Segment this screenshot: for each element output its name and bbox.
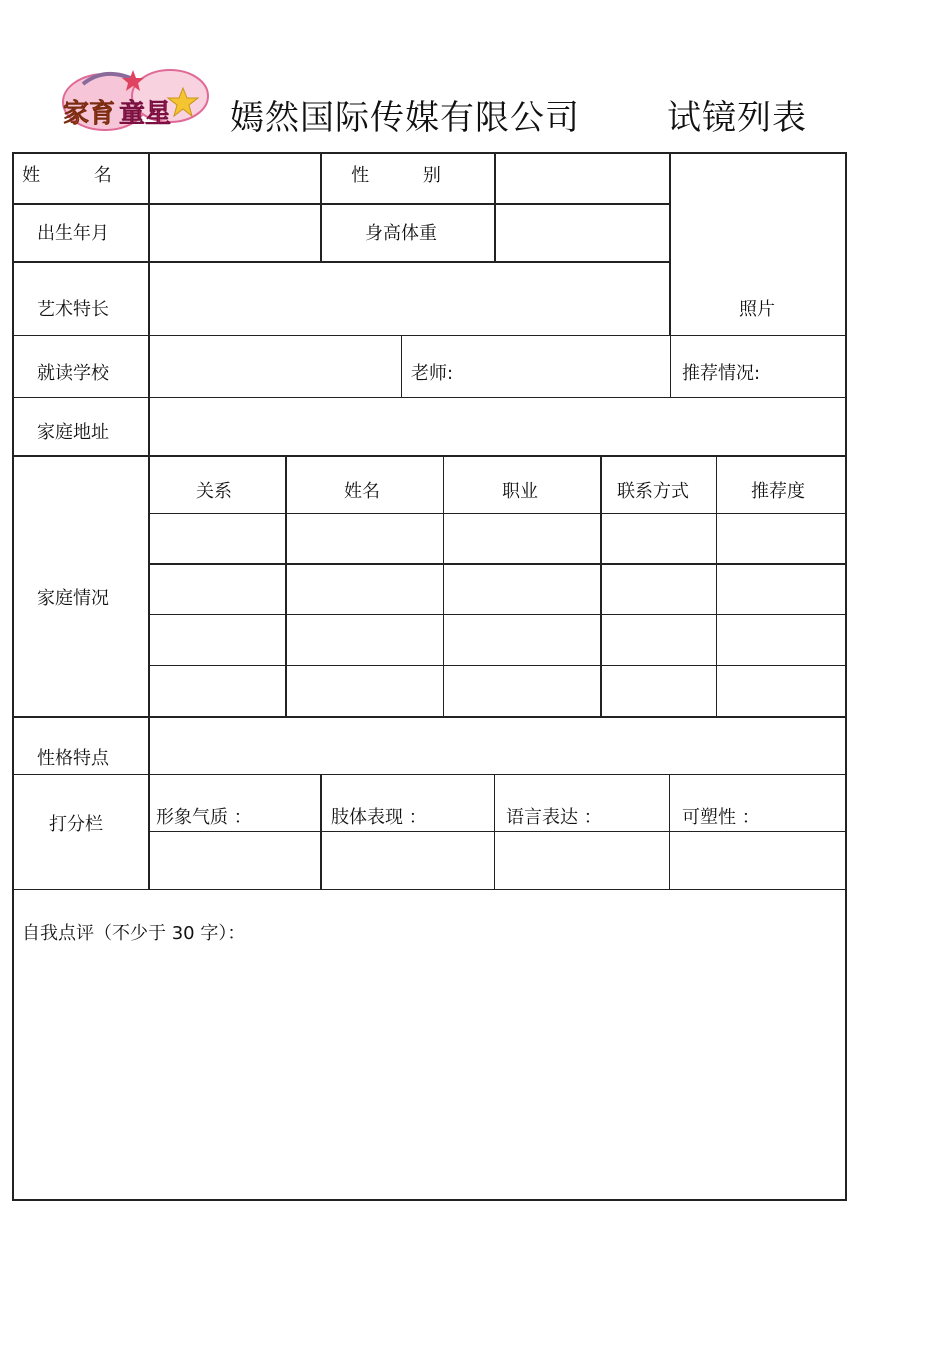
row-divider	[12, 203, 671, 205]
address-field[interactable]	[151, 399, 844, 454]
row-divider	[12, 774, 847, 775]
score-image-field[interactable]	[151, 833, 319, 888]
gender-label: 性 别	[351, 165, 465, 186]
row-divider	[148, 513, 847, 514]
score-body: 肢体表现 ：	[331, 807, 427, 828]
height-weight-field[interactable]	[497, 206, 668, 260]
talent-label: 艺术特长	[37, 299, 109, 320]
row-divider	[148, 614, 847, 615]
address-label: 家庭地址	[37, 422, 109, 443]
divider	[320, 774, 322, 890]
divider	[401, 335, 402, 398]
divider	[600, 455, 602, 717]
row-divider	[12, 889, 847, 890]
form-top-border	[12, 152, 847, 154]
self-comment-field[interactable]	[15, 952, 844, 1197]
document-title: 试镜列表	[667, 98, 807, 138]
self-comment-label: 自我点评（不少于 30 字）：	[22, 923, 246, 944]
divider	[320, 152, 322, 262]
svg-text:家育: 家育	[63, 99, 116, 129]
photo-field[interactable]	[672, 155, 844, 334]
form-right-border	[845, 152, 847, 1201]
form-left-border	[12, 152, 14, 1201]
score-body-field[interactable]	[323, 833, 493, 888]
score-plasticity-field[interactable]	[671, 833, 844, 888]
company-logo	[55, 62, 215, 140]
birth-field[interactable]	[151, 206, 319, 260]
photo-label: 照片	[739, 299, 775, 320]
divider	[285, 455, 287, 717]
family-col-contact: 联系方式	[617, 481, 689, 502]
school-label: 就读学校	[37, 363, 109, 384]
row-divider	[12, 261, 671, 263]
family-col-relation: 关系	[196, 481, 232, 502]
row-divider	[12, 397, 847, 398]
divider	[443, 455, 444, 717]
height-weight-label: 身高体重	[365, 223, 437, 244]
score-label: 打分栏	[49, 814, 103, 835]
family-col-occupation: 职业	[502, 481, 538, 502]
photo-divider	[669, 152, 671, 336]
score-speech: 语言表达 ：	[506, 807, 602, 828]
teacher-label: 老师:	[411, 363, 454, 384]
divider	[716, 455, 717, 717]
row-divider	[148, 665, 847, 666]
school-field[interactable]	[151, 337, 400, 396]
score-plasticity: 可塑性 ：	[682, 807, 760, 828]
personality-field[interactable]	[151, 718, 844, 773]
row-divider	[148, 563, 847, 565]
divider	[494, 152, 496, 262]
family-col-name: 姓名	[344, 481, 380, 502]
row-divider	[12, 455, 847, 457]
divider	[669, 774, 670, 890]
score-image: 形象气质 ：	[156, 807, 252, 828]
row-divider	[148, 831, 847, 832]
talent-field[interactable]	[151, 264, 668, 334]
row-divider	[12, 335, 847, 336]
name-label: 姓 名	[22, 165, 136, 186]
company-title: 嫣然国际传媒有限公司	[230, 98, 580, 138]
recommend-label: 推荐情况:	[682, 363, 761, 384]
gender-field[interactable]	[497, 155, 668, 202]
personality-label: 性格特点	[37, 748, 109, 769]
svg-text:童星: 童星	[119, 99, 172, 129]
birth-label: 出生年月	[37, 223, 109, 244]
family-col-recommend: 推荐度	[751, 481, 805, 502]
divider	[494, 774, 495, 890]
family-label: 家庭情况	[37, 588, 109, 609]
divider	[670, 335, 671, 398]
name-field[interactable]	[151, 155, 319, 202]
score-speech-field[interactable]	[496, 833, 668, 888]
form-bottom-border	[12, 1199, 847, 1201]
